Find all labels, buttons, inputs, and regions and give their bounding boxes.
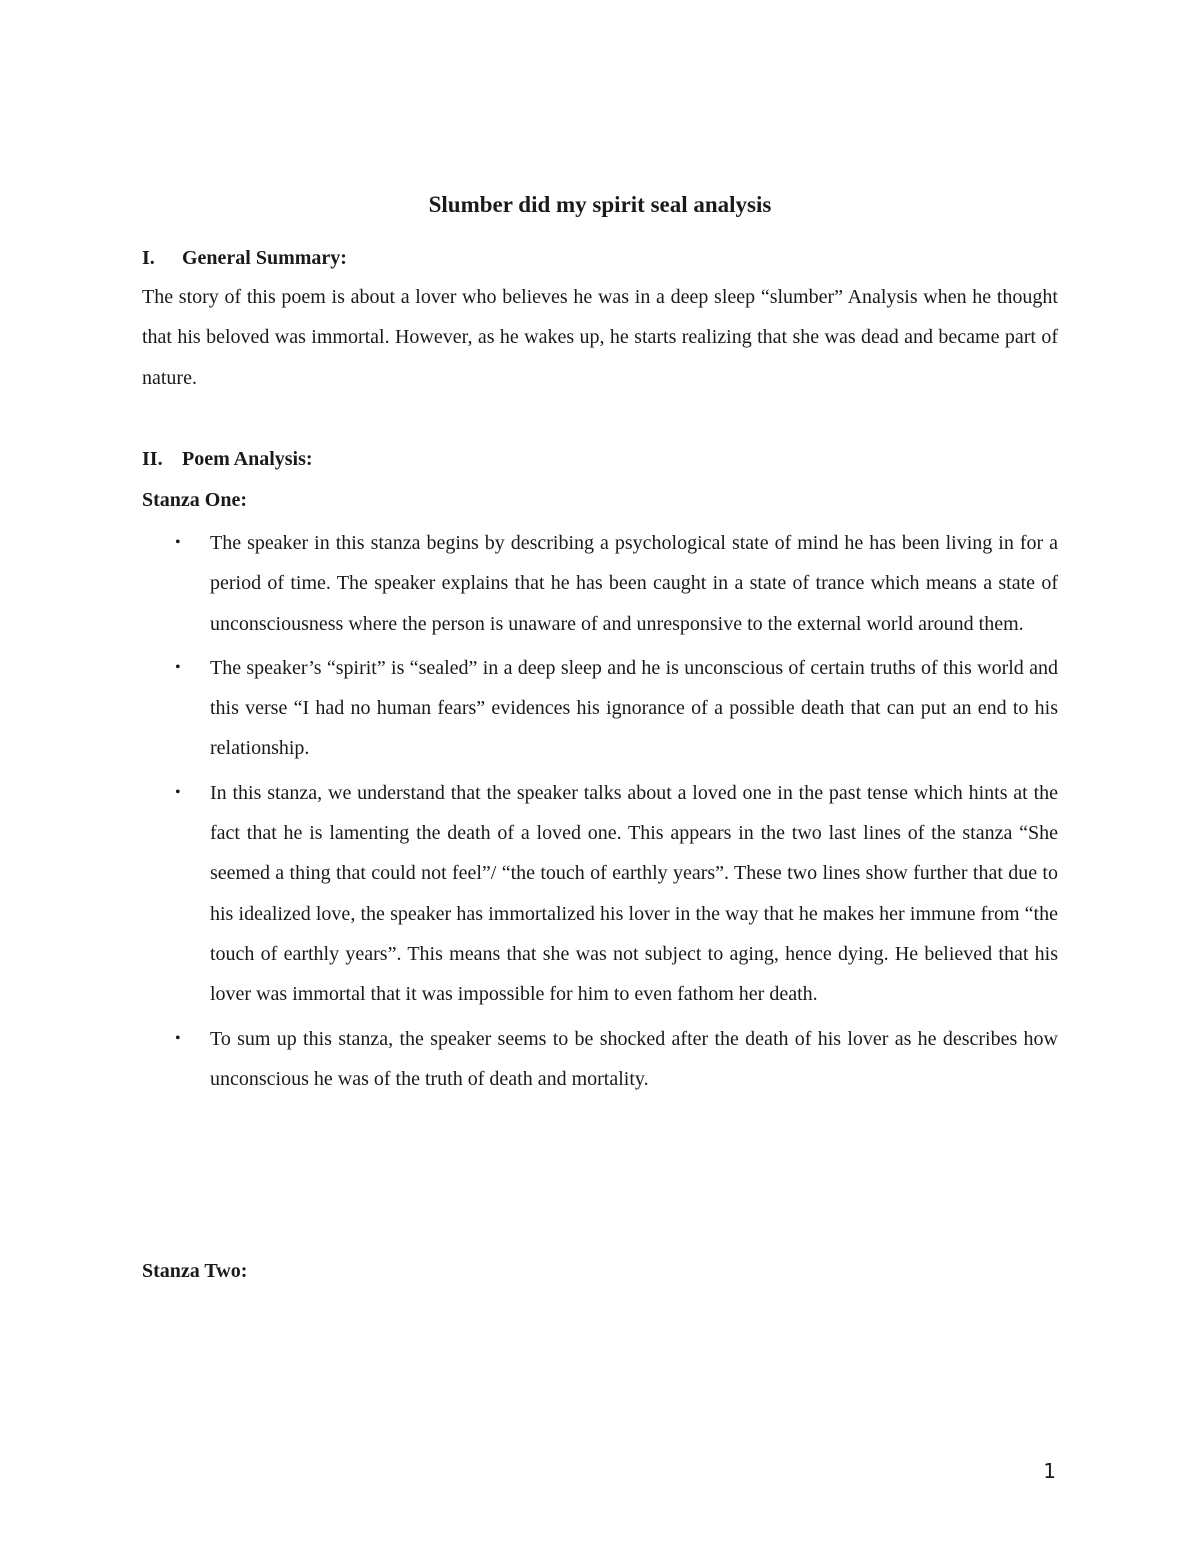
list-item-text: In this stanza, we understand that the speaker talks about a loved one in the past tense which hints at the fact that he is lamenting the death of a loved one. This appears in the two last lines of the stanza “She seemed a thing that could not feel”/ “the touch of earthly years”. These two lines show further that due to his idealized love, the speaker has immortalized his lover in the way that he makes her immune from “the touch of earthly years”. This means that she was not subject to aging, hence dying. He believed that his lover was immortal that it was impossible for him to even fathom her death. [210, 781, 1058, 1006]
stanza-one-label: Stanza One: [142, 489, 247, 511]
list-item-text: The speaker’s “spirit” is “sealed” in a deep sleep and he is unconscious of certain truths of this world and this verse “I had no human fears” evidences his ignorance of a possible death that can put an end to his relationship. [210, 656, 1058, 760]
bullet-icon: • [175, 534, 181, 551]
section-number: II. [142, 448, 163, 470]
list-item [142, 1019, 1058, 1100]
list-item [142, 523, 1058, 644]
list-item-text: To sum up this stanza, the speaker seems to be shocked after the death of his lover as he describes how unconscious he was of the truth of death and mortality. [210, 1027, 1058, 1090]
section-heading-text: General Summary: [182, 247, 347, 269]
page-number: 1 [1043, 1459, 1056, 1483]
document-title: Slumber did my spirit seal analysis [428, 192, 772, 217]
general-summary-paragraph [142, 277, 1058, 398]
stanza-one-bullet-list [142, 523, 1058, 1103]
general-summary-text: The story of this poem is about a lover who believes he was in a deep sleep “slumber” Analysis when he thought that his beloved was immortal. However, as he wakes up, he starts realizing that she was dead and became part of nature. [142, 286, 1058, 389]
section-heading-poem-analysis [142, 445, 313, 473]
section-number: I. [142, 247, 155, 269]
section-heading-text: Poem Analysis: [182, 448, 313, 470]
stanza-two-label: Stanza Two: [142, 1260, 248, 1282]
bullet-icon: • [175, 658, 181, 676]
list-item [142, 773, 1058, 1015]
bullet-icon: • [175, 1029, 181, 1047]
list-item [142, 648, 1058, 769]
list-item-text: The speaker in this stanza begins by describing a psychological state of mind he has been living in for a period of time. The speaker explains that he has been caught in a state of trance which means a state of unconsciousness where the person is unaware of and unresponsive to the external world around them. [210, 532, 1058, 635]
section-heading-general-summary [142, 244, 347, 272]
bullet-icon: • [175, 783, 181, 801]
